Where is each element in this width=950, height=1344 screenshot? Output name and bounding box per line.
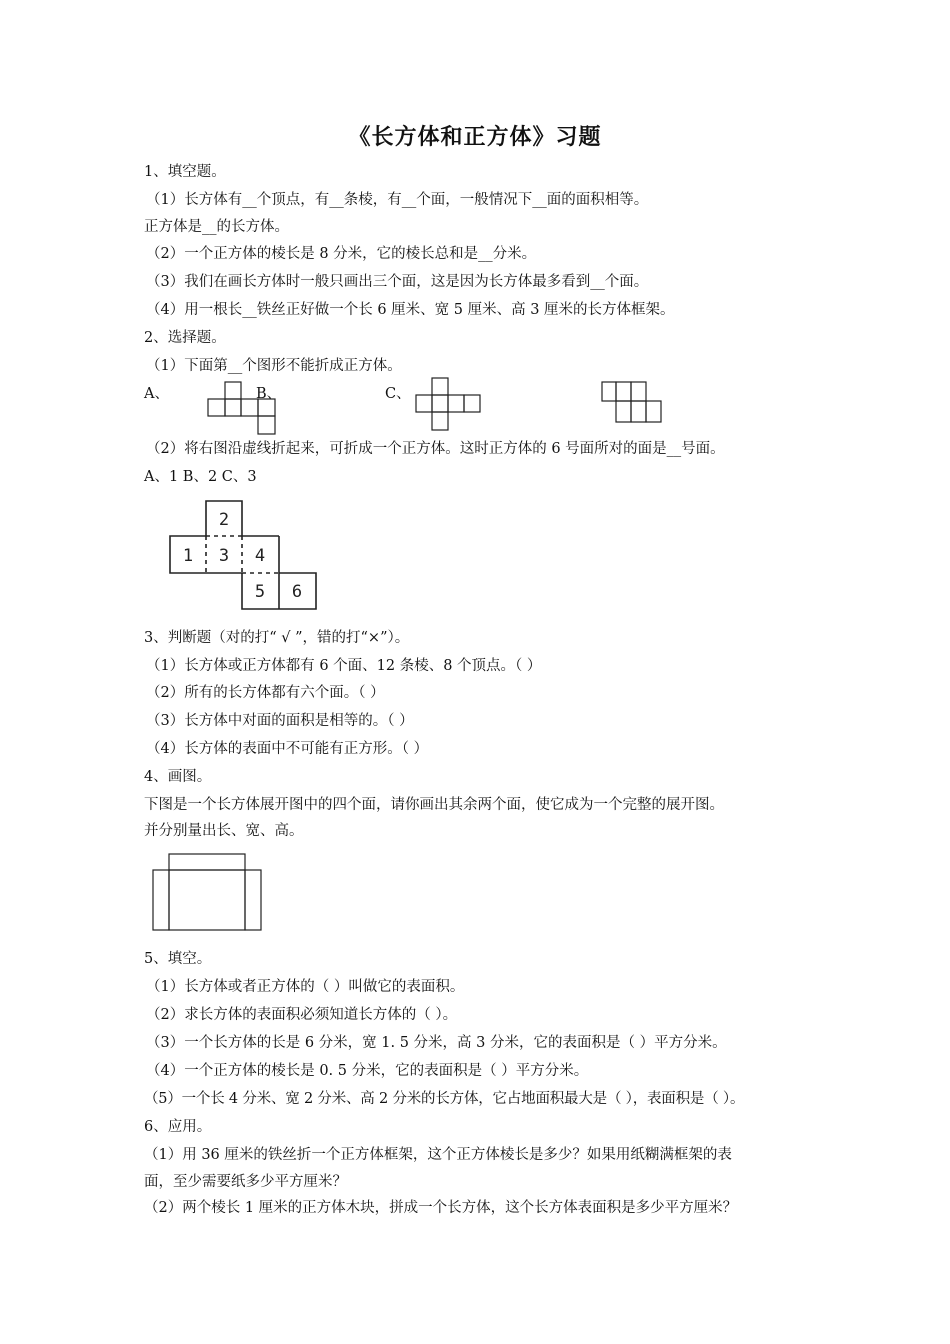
option-b-label: B、 <box>256 386 282 402</box>
section-4-paragraph-2: 并分别量出长、宽、高。 <box>144 823 304 839</box>
section-2-question-2: （2）将右图沿虚线折起来，可折成一个正方体。这时正方体的 6 号面所对的面是__号面。 <box>146 441 725 457</box>
net-number-2: 2 <box>218 510 230 530</box>
net-number-1: 1 <box>182 546 194 566</box>
net-figure-d <box>600 380 664 426</box>
section-1-question-1b: 正方体是__的长方体。 <box>144 219 289 235</box>
section-5-question-1: （1）长方体或者正方体的（ ）叫做它的表面积。 <box>146 979 465 995</box>
section-3-question-2: （2）所有的长方体都有六个面。（ ） <box>146 685 385 701</box>
section-2-heading: 2、选择题。 <box>144 330 226 346</box>
section-4-heading: 4、画图。 <box>144 769 212 785</box>
section-1-question-2: （2）一个正方体的棱长是 8 分米，它的棱长总和是__分米。 <box>146 246 537 262</box>
net-figure-c <box>412 374 486 438</box>
net-figure-a-b <box>205 380 285 438</box>
net-number-3: 3 <box>218 546 230 566</box>
section-5-heading: 5、填空。 <box>144 951 212 967</box>
section-6-question-2: （2）两个棱长 1 厘米的正方体木块，拼成一个长方体，这个长方体表面积是多少平方厘米？ <box>144 1200 738 1216</box>
section-6-question-1a: （1）用 36 厘米的铁丝折一个正方体框架，这个正方体棱长是多少？如果用纸糊满框架的表 <box>144 1147 732 1163</box>
option-a-label: A、 <box>144 386 169 402</box>
section-6-question-1b: 面，至少需要纸多少平方厘米？ <box>144 1174 347 1190</box>
section-1-question-4: （4）用一根长__铁丝正好做一个长 6 厘米、宽 5 厘米、高 3 厘米的长方体框架。 <box>146 302 675 318</box>
section-5-question-3: （3）一个长方体的长是 6 分米，宽 1. 5 分米，高 3 分米，它的表面积是（ ）平方分米。 <box>146 1035 727 1051</box>
section-2-choices: A、1 B、2 C、3 <box>144 469 257 485</box>
page-title: 《长方体和正方体》习题 <box>348 124 602 150</box>
net-number-4: 4 <box>254 546 266 566</box>
section-1-question-1a: （1）长方体有__个顶点，有__条棱，有__个面，一般情况下__面的面积相等。 <box>146 192 649 208</box>
section-3-heading: 3、判断题（对的打“ √ ”，错的打“×”）。 <box>144 630 410 646</box>
partial-net-figure <box>150 852 266 934</box>
section-1-question-3: （3）我们在画长方体时一般只画出三个面，这是因为长方体最多看到__个面。 <box>146 274 649 290</box>
section-3-question-3: （3）长方体中对面的面积是相等的。（ ） <box>146 713 414 729</box>
section-5-question-2: （2）求长方体的表面积必须知道长方体的（ ）。 <box>146 1007 458 1023</box>
section-5-question-4: （4）一个正方体的棱长是 0. 5 分米，它的表面积是（ ）平方分米。 <box>146 1063 589 1079</box>
section-3-question-1: （1）长方体或正方体都有 6 个面、12 条棱、8 个顶点。（ ） <box>146 658 542 674</box>
option-c-label: C、 <box>385 386 411 402</box>
numbered-cube-net <box>166 499 322 615</box>
section-2-question-1: （1）下面第__个图形不能折成正方体。 <box>146 358 402 374</box>
net-number-6: 6 <box>291 582 303 602</box>
section-5-question-5: （5）一个长 4 分米、宽 2 分米、高 2 分米的长方体，它占地面积最大是（ ），表面积是（ ）。 <box>144 1091 745 1107</box>
section-3-question-4: （4）长方体的表面中不可能有正方形。（ ） <box>146 741 429 757</box>
net-number-5: 5 <box>254 582 266 602</box>
section-4-paragraph-1: 下图是一个长方体展开图中的四个面，请你画出其余两个面，使它成为一个完整的展开图。 <box>144 797 724 813</box>
section-6-heading: 6、应用。 <box>144 1119 212 1135</box>
section-1-heading: 1、填空题。 <box>144 164 226 180</box>
